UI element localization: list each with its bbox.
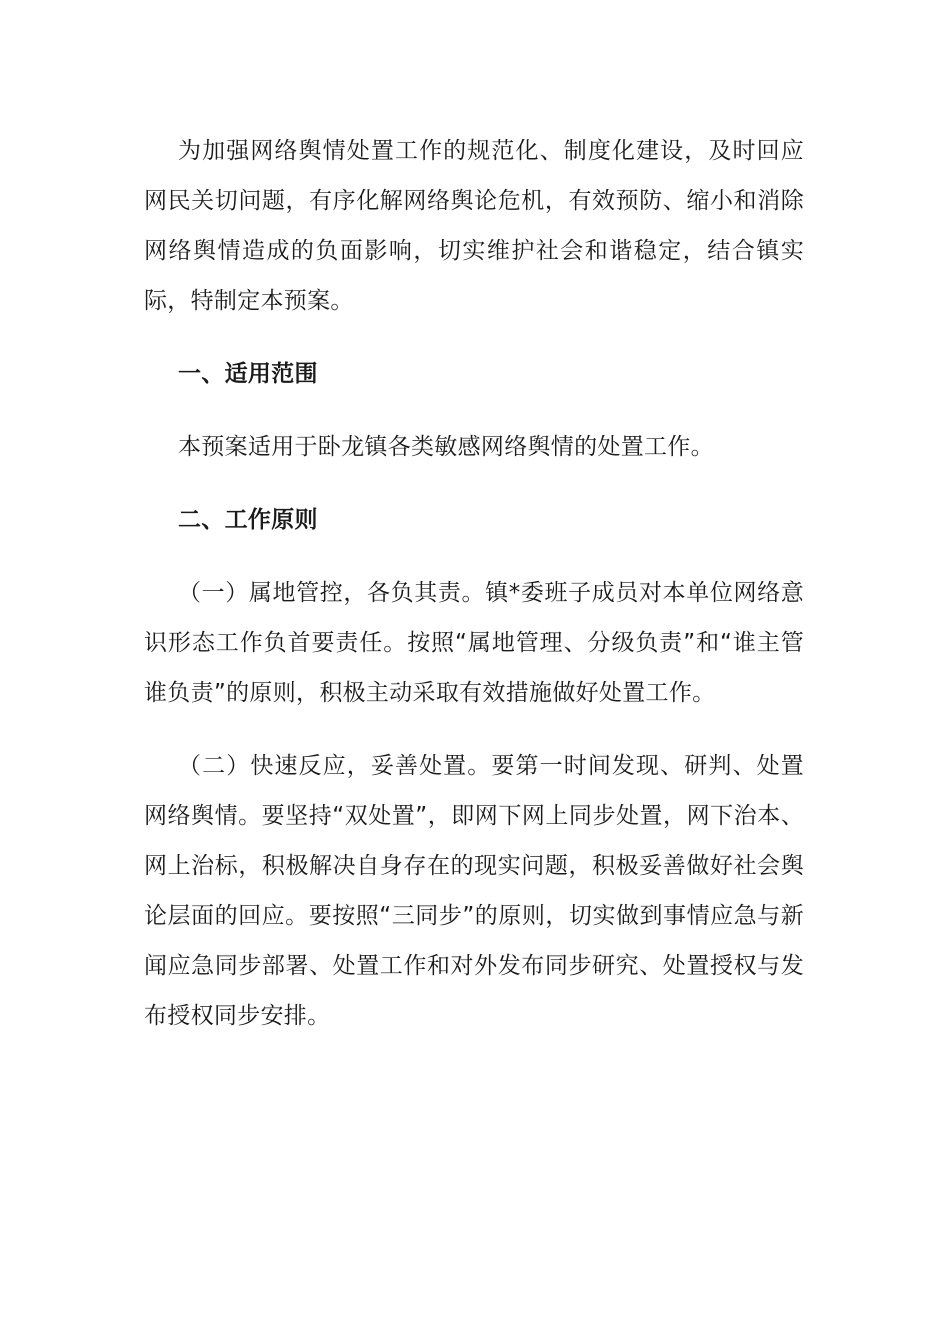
scope-paragraph: 本预案适用于卧龙镇各类敏感网络舆情的处置工作。	[178, 434, 714, 460]
principle-paragraph-1: （一）属地管控，各负其责。镇*委班子成员对本单位网络意识形态工作负首要责任。按照“属地管理、分级负责”和“谁主管谁负责”的原则，积极主动采取有效措施做好处置工作。	[144, 580, 804, 706]
document-body	[144, 126, 804, 1041]
section-heading-scope: 一、适用范围	[178, 361, 318, 387]
principle-paragraph-2: （二）快速反应，妥善处置。要第一时间发现、研判、处置网络舆情。要坚持“双处置”，即网下网上同步处置，网下治本、网上治标，积极解决自身存在的现实问题，积极妥善做好社会舆论层面的回应。要按照“三同步”的原则，切实做到事情应急与新闻应急同步部署、处置工作和对外发布同步研究、处置授权与发布授权同步安排。	[144, 753, 804, 1029]
section-heading-principles: 二、工作原则	[178, 507, 318, 533]
intro-paragraph: 为加强网络舆情处置工作的规范化、制度化建设，及时回应网民关切问题，有序化解网络舆论危机，有效预防、缩小和消除网络舆情造成的负面影响，切实维护社会和谐稳定，结合镇实际，特制定本预案。	[144, 138, 804, 314]
